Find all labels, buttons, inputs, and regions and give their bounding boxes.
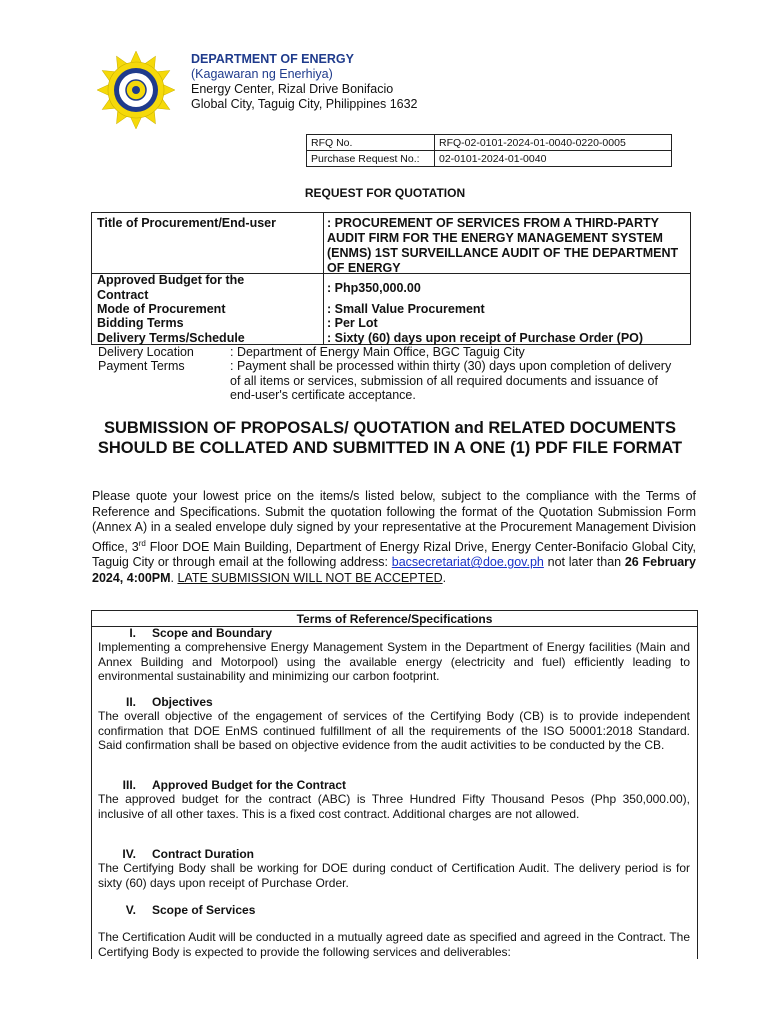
section-body: The Certifying Body shall be working for DOE during conduct of Certification Audit. The delivery period is for sixty (60) days upon receipt of Purchase Order. [98,861,690,890]
purchase-request-label: Purchase Request No.: [307,151,435,167]
section-number: V. [125,903,136,917]
instructions-paragraph [92,489,696,586]
divider [690,212,691,345]
page-title: REQUEST FOR QUOTATION [304,186,466,200]
section-body: Implementing a comprehensive Energy Management System in the Department of Energy facilities (Main and Annex Building and Motorpool) using the available energy (electricity and fuel) efficiently leading to environmental sustainability and minimizing our carbon footprint. [98,640,690,683]
delivery-location-value: : Department of Energy Main Office, BGC Taguig City [230,345,525,359]
table-row [307,135,672,151]
bidding-value: : Per Lot [327,316,378,330]
instructions-text: Floor DOE Main Building, Department of Energy Rizal Drive, Energy Center-Bonifacio Global City, Taguig City or through email at the following address: [92,539,696,570]
section-body: The Certification Audit will be conducted in a mutually agreed date as specified and agreed in the Contract. The Certifying Body is expected to provide the following services and deliverables: [98,930,690,959]
deadline: 26 February 2024, 4:00PM [92,555,696,585]
section-body: The approved budget for the contract (ABC) is Three Hundred Fifty Thousand Pesos (Php 350,000.00), inclusive of all other taxes. This is a fixed cost contract. Additional charges are not allowed. [98,792,690,821]
doe-seal-icon [96,50,176,130]
tor-heading: Terms of Reference/Specifications [296,612,493,626]
instructions-text: Please quote your lowest price on the items/s listed below, subject to the compliance with the Terms of Reference and Specifications. Submit the quotation following the format of the Quotation Submission Form (Annex A) in a sealed envelope duly signed by your representative at the Procurement Management Division Office, 3 [92,489,696,554]
section-number: IV. [122,847,136,861]
divider [91,212,691,213]
payment-terms-value: : Payment shall be processed within thirty (30) days upon completion of delivery of all items or services, submission of all required documents and issuance of end-user's certificate acceptance. [230,359,672,402]
instructions-text: . [442,570,447,585]
table-row [307,151,672,167]
rfq-reference-table [306,134,672,167]
mode-label: Mode of Procurement [97,302,226,316]
delivery-label: Delivery Terms/Schedule [97,331,245,345]
delivery-value: : Sixty (60) days upon receipt of Purchase Order (PO) [327,331,644,345]
terms-of-reference [91,610,698,959]
section-title: Contract Duration [152,847,254,861]
delivery-location-label: Delivery Location [98,345,194,359]
department-name: DEPARTMENT OF ENERGY [191,52,354,66]
section-number: II. [125,695,136,709]
section-number: III. [122,778,136,792]
abc-label: Approved Budget for the Contract [97,273,245,302]
title-of-procurement-value: : PROCUREMENT OF SERVICES FROM A THIRD-PARTY AUDIT FIRM FOR THE ENERGY MANAGEMENT SYSTEM (ENMS) 1ST SURVEILLANCE AUDIT OF THE DEPARTMENT OF ENERGY [327,216,679,275]
department-name-tagalog: (Kagawaran ng Enerhiya) [191,67,333,81]
late-submission-notice: LATE SUBMISSION WILL NOT BE ACCEPTED [177,570,443,585]
section-body: The overall objective of the engagement of services of the Certifying Body (CB) is to provide independent confirmation that DOE EnMS continued fulfillment of all the requirements of the ISO 50001:2018 Standard. Said confirmation shall be based on objective evidence from the audit activities to be conducted by the CB. [98,709,690,752]
superscript: rd [138,538,146,548]
email-link[interactable]: bacsecretariat@doe.gov.ph [391,555,544,570]
address-line-1: Energy Center, Rizal Drive Bonifacio [191,82,394,96]
section-number: I. [129,626,136,640]
divider [323,212,324,345]
mode-value: : Small Value Procurement [327,302,485,316]
section-title: Scope of Services [152,903,256,917]
title-of-procurement-label: Title of Procurement/End-user [97,216,276,230]
abc-value: : Php350,000.00 [327,281,421,295]
section-title: Objectives [152,695,213,709]
bidding-label: Bidding Terms [97,316,184,330]
divider [91,212,92,345]
submission-heading: SUBMISSION OF PROPOSALS/ QUOTATION and RELATED DOCUMENTS SHOULD BE COLLATED AND SUBMITTED IN A ONE (1) PDF FILE FORMAT [97,419,683,457]
instructions-text: . [170,570,178,585]
address-line-2: Global City, Taguig City, Philippines 1632 [191,97,418,111]
rfq-no-value: RFQ-02-0101-2024-01-0040-0220-0005 [435,135,672,151]
section-title: Scope and Boundary [152,626,273,640]
rfq-no-label: RFQ No. [307,135,435,151]
section-title: Approved Budget for the Contract [152,778,346,792]
letterhead [191,52,418,112]
purchase-request-value: 02-0101-2024-01-0040 [435,151,672,167]
instructions-text: not later than [543,555,625,570]
payment-terms-label: Payment Terms [98,359,185,373]
